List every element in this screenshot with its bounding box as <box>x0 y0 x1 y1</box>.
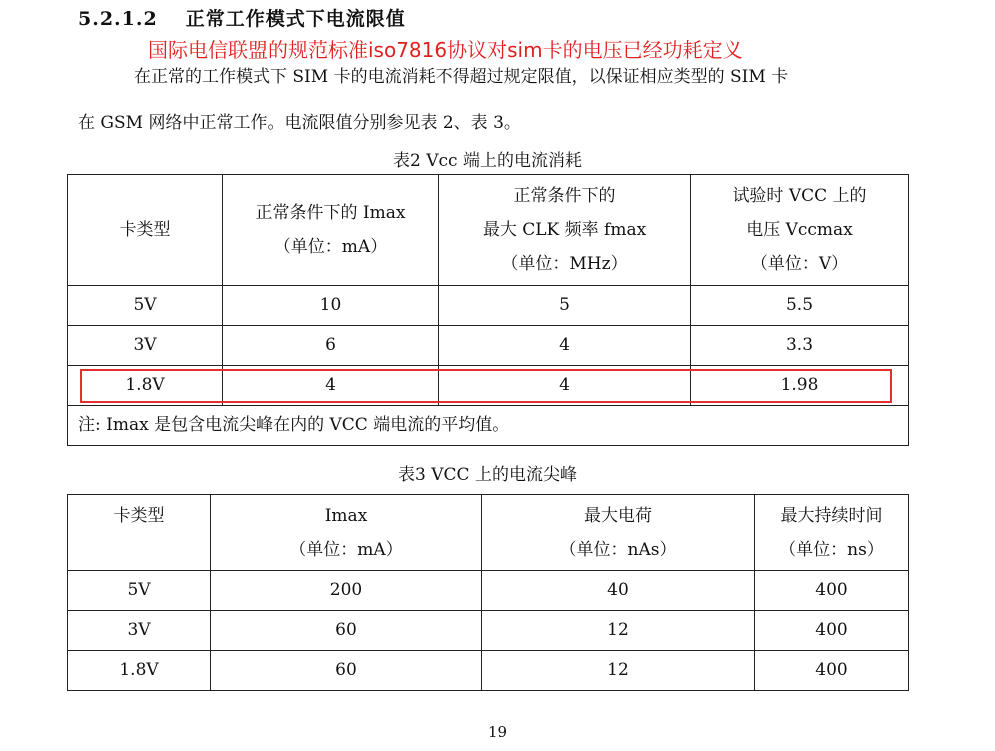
header-line: （单位：mA） <box>273 237 388 257</box>
table-cell: 4 <box>439 366 691 406</box>
header-line: （单位：mA） <box>289 539 403 560</box>
table-cell: 200 <box>211 571 482 611</box>
header-line: 最大持续时间 <box>780 505 883 526</box>
table-cell: 60 <box>211 651 482 691</box>
header-cell <box>482 495 755 571</box>
table2-current-consumption <box>67 174 909 446</box>
header-line: （单位：V） <box>750 254 849 274</box>
table-header-row <box>68 495 909 571</box>
table-cell: 40 <box>482 571 755 611</box>
header-line: 卡类型 <box>119 220 171 240</box>
table-row <box>68 611 909 651</box>
page-number: 19 <box>487 723 508 741</box>
table-row <box>68 651 909 691</box>
header-line: 正常条件下的 Imax <box>255 203 406 223</box>
header-line: 电压 Vccmax <box>746 220 853 240</box>
header-cell <box>68 495 211 571</box>
table-cell: 400 <box>755 611 909 651</box>
table2-caption: 表2 Vcc 端上的电流消耗 <box>393 151 582 171</box>
table-cell: 12 <box>482 611 755 651</box>
table-cell: 4 <box>439 326 691 366</box>
table-cell: 10 <box>223 286 439 326</box>
table-cell: 60 <box>211 611 482 651</box>
header-line: 卡类型 <box>113 506 165 526</box>
table-cell: 400 <box>755 571 909 611</box>
table-cell: 5V <box>68 286 223 326</box>
header-line: 最大 CLK 频率 fmax <box>482 220 647 240</box>
table3-current-spikes <box>67 494 909 691</box>
header-line: Imax <box>324 505 368 526</box>
table-note-row <box>68 406 909 446</box>
header-line: （单位：ns） <box>779 539 884 560</box>
header-cell <box>223 175 439 286</box>
table-cell: 400 <box>755 651 909 691</box>
table-cell: 6 <box>223 326 439 366</box>
table-row <box>68 571 909 611</box>
table-cell: 5.5 <box>691 286 909 326</box>
table-cell: 12 <box>482 651 755 691</box>
header-cell <box>68 175 223 286</box>
header-line: 试验时 VCC 上的 <box>732 186 867 206</box>
table-cell: 1.8V <box>68 651 211 691</box>
header-cell <box>755 495 909 571</box>
red-highlight-box <box>80 369 892 403</box>
header-line: （单位：nAs） <box>559 539 677 560</box>
table3-caption: 表3 VCC 上的电流尖峰 <box>398 465 577 485</box>
table-note: 注: Imax 是包含电流尖峰在内的 VCC 端电流的平均值。 <box>68 406 909 446</box>
table-cell: 5V <box>68 571 211 611</box>
header-line: 正常条件下的 <box>513 186 616 206</box>
table-header-row <box>68 175 909 286</box>
table-cell: 3V <box>68 326 223 366</box>
header-cell <box>691 175 909 286</box>
table-row <box>68 326 909 366</box>
table-cell: 3.3 <box>691 326 909 366</box>
header-cell <box>439 175 691 286</box>
table-cell: 5 <box>439 286 691 326</box>
section-number: 5.2.1.2 <box>78 8 158 30</box>
table-cell: 4 <box>223 366 439 406</box>
header-line: （单位：MHz） <box>501 254 628 274</box>
header-line: 最大电荷 <box>584 505 652 526</box>
table-cell: 1.98 <box>691 366 909 406</box>
header-cell <box>211 495 482 571</box>
section-heading <box>78 4 406 31</box>
body-paragraph-line-1: 在正常的工作模式下 SIM 卡的电流消耗不得超过规定限值，以保证相应类型的 SIM 卡 <box>134 67 789 87</box>
table-cell: 1.8V <box>68 366 223 406</box>
table-cell: 3V <box>68 611 211 651</box>
body-paragraph-line-2: 在 GSM 网络中正常工作。电流限值分别参见表 2、表 3。 <box>78 113 521 133</box>
table-row <box>68 286 909 326</box>
red-annotation: 国际电信联盟的规范标准iso7816协议对sim卡的电压已经功耗定义 <box>148 38 743 62</box>
section-title: 正常工作模式下电流限值 <box>185 8 406 30</box>
